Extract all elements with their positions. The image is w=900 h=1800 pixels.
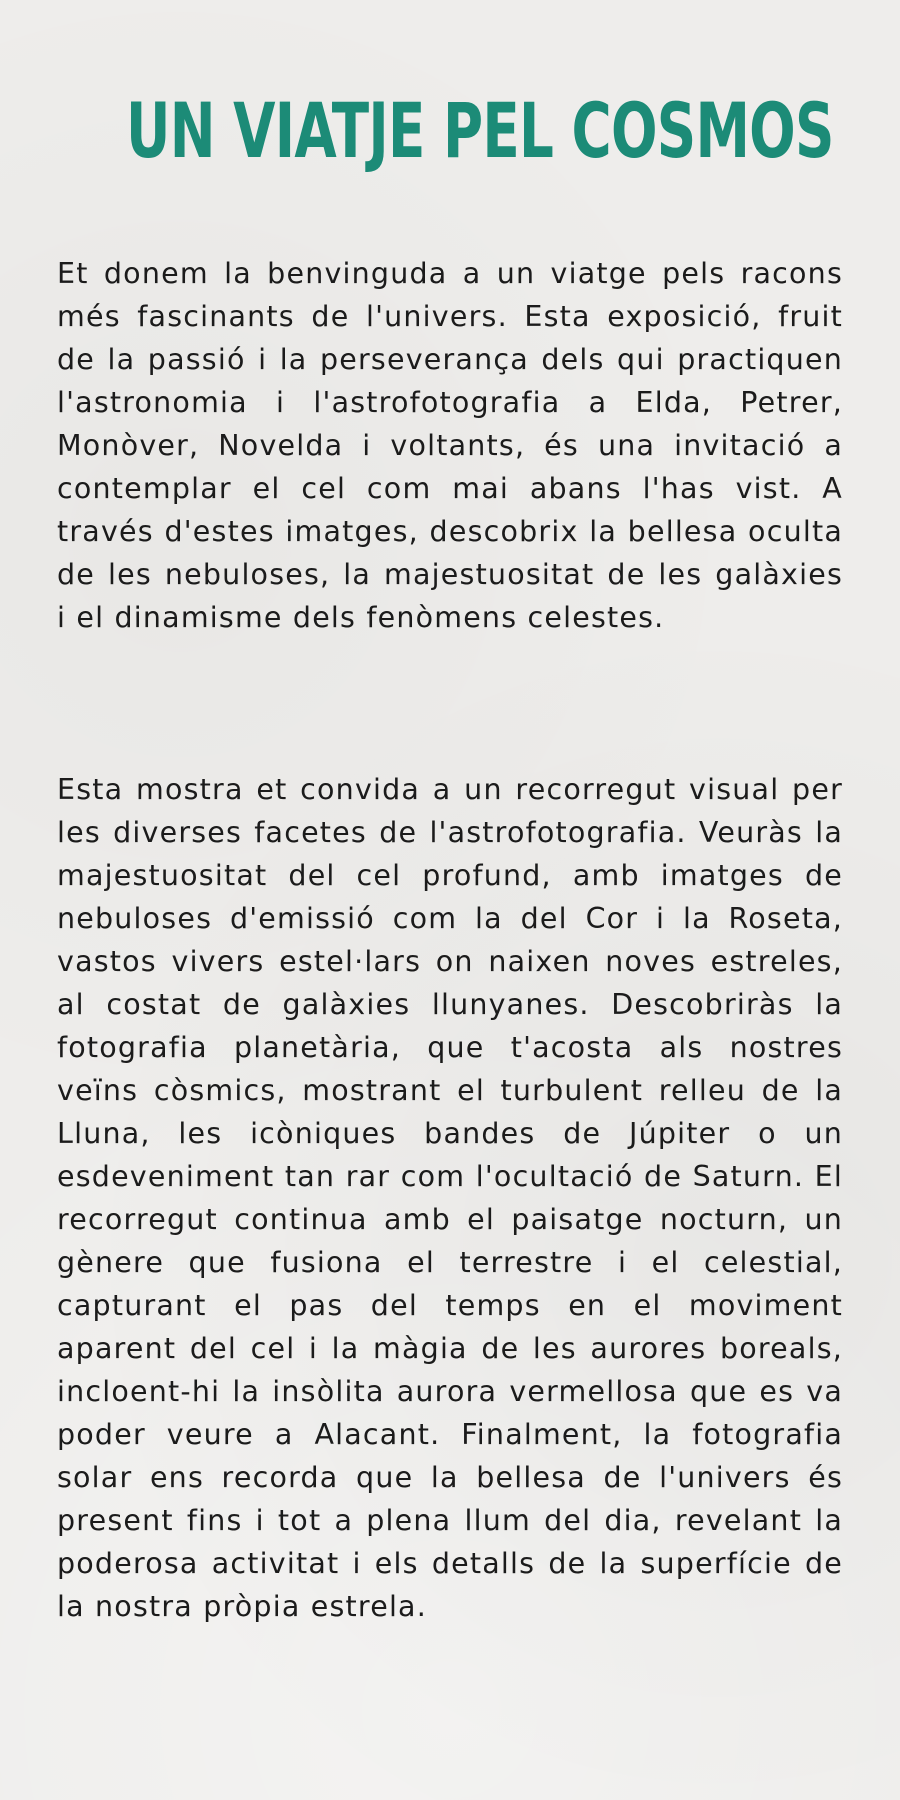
intro-paragraph: Et donem la benvinguda a un viatge pels racons més fascinants de l'univers. Esta exposició, fruit de la passió i la perseverança dels qui practiquen l'astronomia i l'astrofotografia a Elda, Petrer, Monòver, Novelda i voltants, és una invitació a contemplar el cel com mai abans l'has vist. A través d'estes imatges, descobrix la bellesa oculta de les nebuloses, la majestuositat de les galàxies i el dinamisme dels fenòmens celestes. (57, 257, 843, 634)
page-title: UN VIATJE PEL COSMOS (126, 86, 834, 175)
description-paragraph: Esta mostra et convida a un recorregut visual per les diverses facetes de l'astrofotografia. Veuràs la majestuositat del cel profund, amb imatges de nebuloses d'emissió com la del Cor i la Roseta, vastos vivers estel·lars on naixen noves estreles, al costat de galàxies llunyanes. Descobriràs la fotografia planetària, que t'acosta als nostres veïns còsmics, mostrant el turbulent relleu de la Lluna, les icòniques bandes de Júpiter o un esdeveniment tan rar com l'ocultació de Saturn. El recorregut continua amb el paisatge nocturn, un gènere que fusiona el terrestre i el celestial, capturant el pas del temps en el moviment aparent del cel i la màgia de les aurores boreals, incloent-hi la insòlita aurora vermellosa que es va poder veure a Alacant. Finalment, la fotografia solar ens recorda que la bellesa de l'univers és present fins i tot a plena llum del dia, revelant la poderosa activitat i els detalls de la superfície de la nostra pròpia estrela. (57, 773, 843, 1623)
